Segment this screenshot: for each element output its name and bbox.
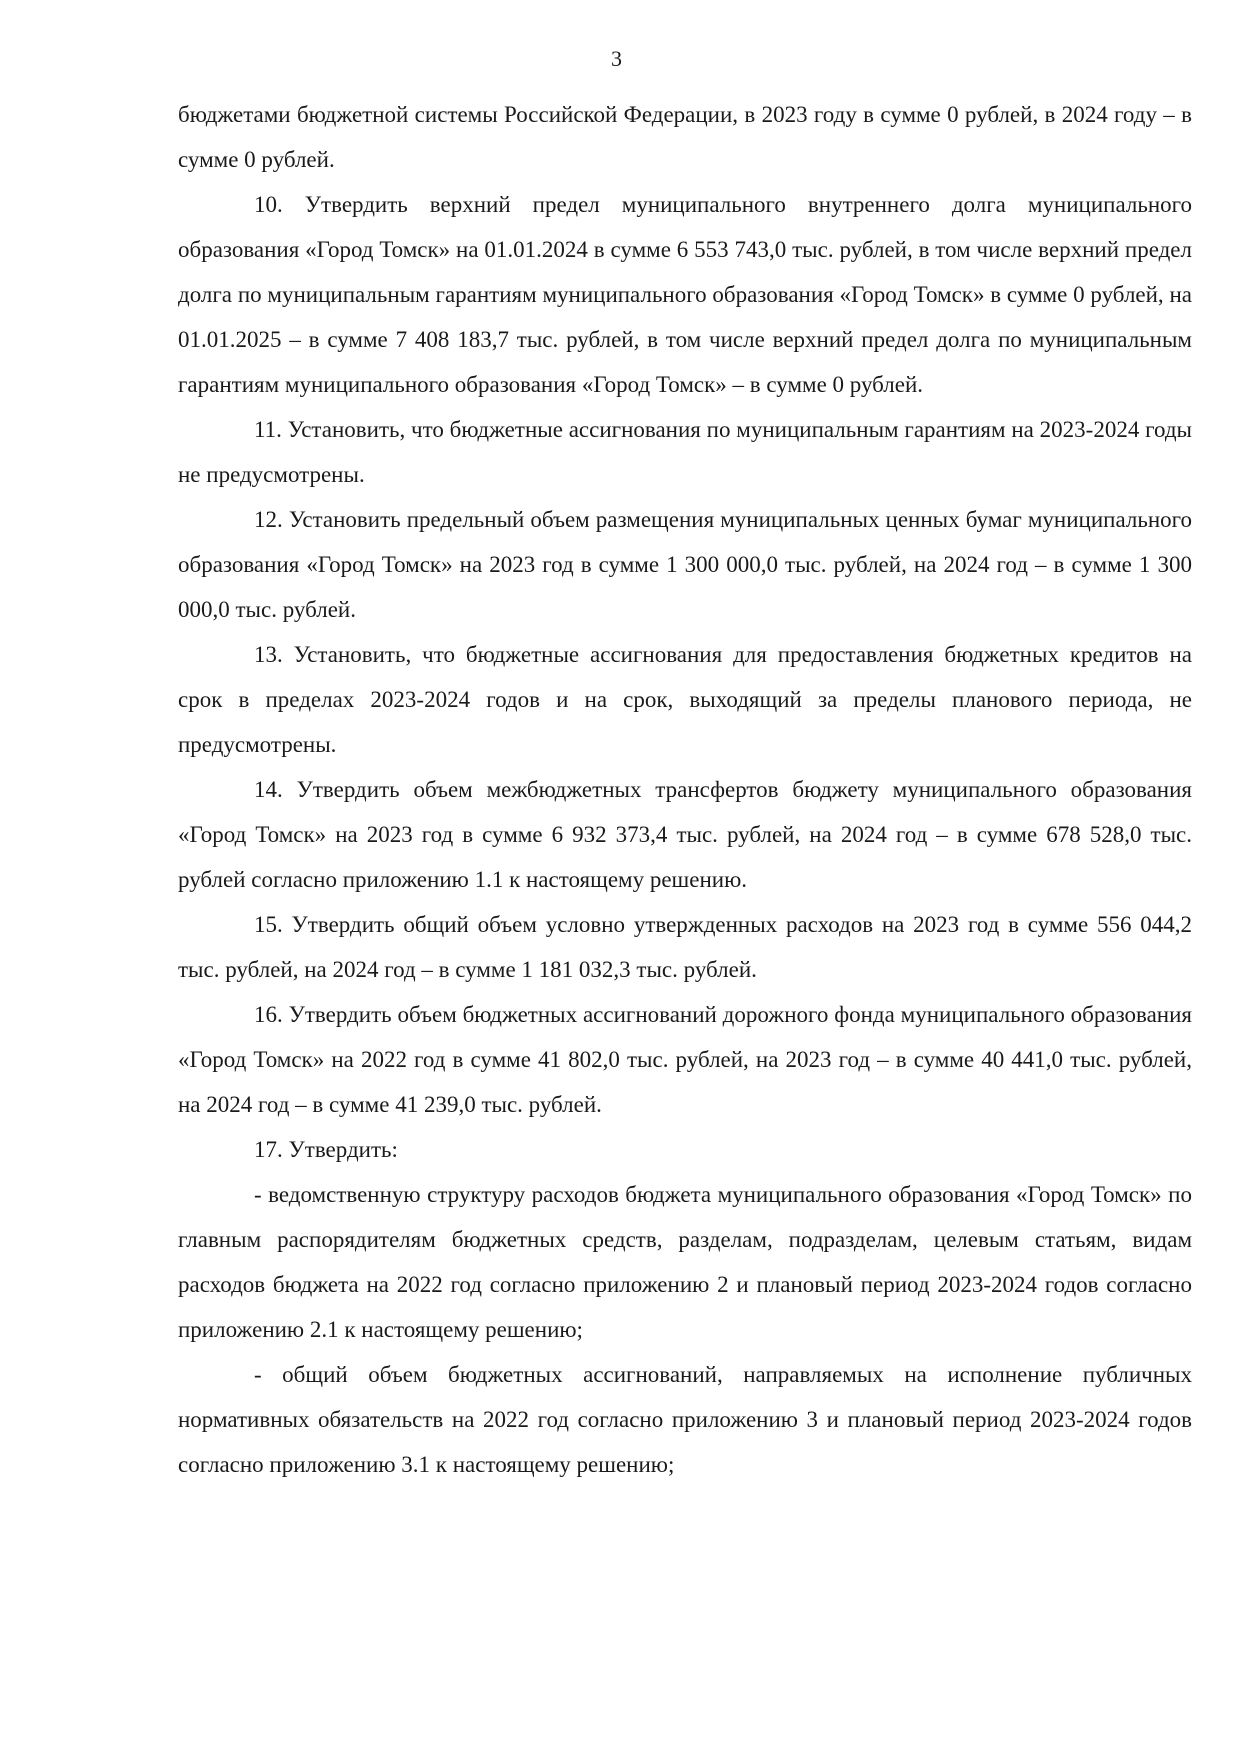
- paragraph-item-14: 14. Утвердить объем межбюджетных трансфертов бюджету муниципального образования «Город Томск» на 2023 год в сумме 6 932 373,4 тыс. рублей, на 2024 год – в сумме 678 528,0 тыс. рублей согласно приложению 1.1 к настоящему решению.: [178, 777, 1192, 892]
- page-number: 3: [611, 46, 622, 71]
- document-body: [178, 92, 1192, 1487]
- paragraph-item-16: 16. Утвердить объем бюджетных ассигнований дорожного фонда муниципального образования «Город Томск» на 2022 год в сумме 41 802,0 тыс. рублей, на 2023 год – в сумме 40 441,0 тыс. рублей, на 2024 год – в сумме 41 239,0 тыс. рублей.: [178, 1002, 1192, 1117]
- paragraph-item-15: 15. Утвердить общий объем условно утвержденных расходов на 2023 год в сумме 556 044,2 тыс. рублей, на 2024 год – в сумме 1 181 032,3 тыс. рублей.: [178, 912, 1192, 982]
- paragraph-item-17: 17. Утвердить:: [254, 1137, 398, 1162]
- paragraph-item-11: 11. Установить, что бюджетные ассигнования по муниципальным гарантиям на 2023-2024 годы не предусмотрены.: [178, 417, 1192, 487]
- paragraph-item-17-bullet-1: - ведомственную структуру расходов бюджета муниципального образования «Город Томск» по главным распорядителям бюджетных средств, разделам, подразделам, целевым статьям, видам расходов бюджета на 2022 год согласно приложению 2 и плановый период 2023-2024 годов согласно приложению 2.1 к настоящему решению;: [178, 1182, 1192, 1342]
- paragraph-item-13: 13. Установить, что бюджетные ассигнования для предоставления бюджетных кредитов на срок в пределах 2023-2024 годов и на срок, выходящий за пределы планового периода, не предусмотрены.: [178, 642, 1192, 757]
- paragraph-item-17-bullet-2: - общий объем бюджетных ассигнований, направляемых на исполнение публичных нормативных обязательств на 2022 год согласно приложению 3 и плановый период 2023-2024 годов согласно приложению 3.1 к настоящему решению;: [178, 1362, 1192, 1477]
- paragraph-item-12: 12. Установить предельный объем размещения муниципальных ценных бумаг муниципального образования «Город Томск» на 2023 год в сумме 1 300 000,0 тыс. рублей, на 2024 год – в сумме 1 300 000,0 тыс. рублей.: [178, 507, 1192, 622]
- paragraph-item-10: 10. Утвердить верхний предел муниципального внутреннего долга муниципального образования «Город Томск» на 01.01.2024 в сумме 6 553 743,0 тыс. рублей, в том числе верхний предел долга по муниципальным гарантиям муниципального образования «Город Томск» в сумме 0 рублей, на 01.01.2025 – в сумме 7 408 183,7 тыс. рублей, в том числе верхний предел долга по муниципальным гарантиям муниципального образования «Город Томск» – в сумме 0 рублей.: [178, 192, 1192, 397]
- paragraph-continuation: бюджетами бюджетной системы Российской Федерации, в 2023 году в сумме 0 рублей, в 2024 году – в сумме 0 рублей.: [178, 102, 1192, 172]
